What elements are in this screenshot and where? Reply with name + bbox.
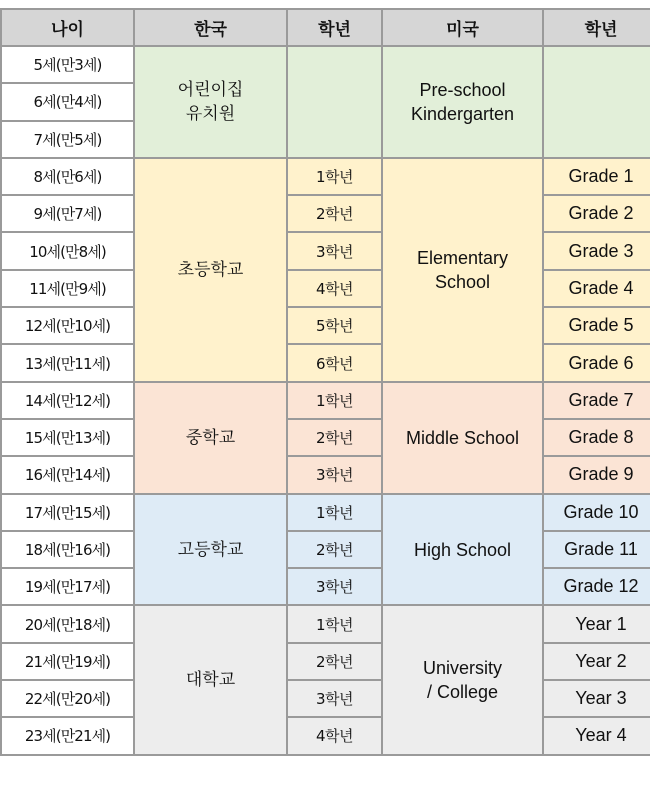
table-row xyxy=(1,270,650,307)
korea-grade-cell: 3학년 xyxy=(287,568,382,605)
usa-grade-cell: Grade 11 xyxy=(543,531,650,568)
korea-middle-cell: 중학교 xyxy=(134,382,287,494)
korea-elementary-cell: 초등학교 xyxy=(134,158,287,382)
table-row xyxy=(1,456,650,493)
korea-grade-cell: 6학년 xyxy=(287,344,382,381)
usa-grade-cell: Year 3 xyxy=(543,680,650,717)
usa-preschool-grade-cell xyxy=(543,46,650,158)
usa-middle-cell: Middle School xyxy=(382,382,543,494)
table-row xyxy=(1,643,650,680)
school-comparison-table xyxy=(0,8,650,756)
usa-grade-cell: Grade 7 xyxy=(543,382,650,419)
korea-grade-cell: 3학년 xyxy=(287,232,382,269)
table-row xyxy=(1,195,650,232)
age-cell: 13세(만11세) xyxy=(1,344,134,381)
korea-grade-cell: 4학년 xyxy=(287,270,382,307)
usa-elementary-cell: Elementary School xyxy=(382,158,543,382)
korea-grade-cell: 2학년 xyxy=(287,419,382,456)
table-row xyxy=(1,46,650,83)
table-row xyxy=(1,158,650,195)
age-cell: 9세(만7세) xyxy=(1,195,134,232)
table-row xyxy=(1,680,650,717)
usa-grade-cell: Grade 3 xyxy=(543,232,650,269)
korea-grade-cell: 1학년 xyxy=(287,494,382,531)
table-row xyxy=(1,232,650,269)
age-cell: 21세(만19세) xyxy=(1,643,134,680)
table-row xyxy=(1,419,650,456)
usa-grade-cell: Grade 10 xyxy=(543,494,650,531)
age-cell: 23세(만21세) xyxy=(1,717,134,754)
korea-grade-cell: 2학년 xyxy=(287,531,382,568)
usa-preschool-cell: Pre-school Kindergarten xyxy=(382,46,543,158)
usa-grade-cell: Grade 12 xyxy=(543,568,650,605)
header-usa: 미국 xyxy=(382,9,543,46)
table-row xyxy=(1,307,650,344)
korea-grade-cell: 2학년 xyxy=(287,643,382,680)
usa-grade-cell: Grade 4 xyxy=(543,270,650,307)
age-cell: 5세(만3세) xyxy=(1,46,134,83)
korea-preschool-cell: 어린이집 유치원 xyxy=(134,46,287,158)
age-cell: 10세(만8세) xyxy=(1,232,134,269)
table-row xyxy=(1,344,650,381)
table-row xyxy=(1,382,650,419)
header-age: 나이 xyxy=(1,9,134,46)
age-cell: 19세(만17세) xyxy=(1,568,134,605)
korea-grade-cell: 3학년 xyxy=(287,456,382,493)
age-cell: 8세(만6세) xyxy=(1,158,134,195)
usa-grade-cell: Year 1 xyxy=(543,605,650,642)
usa-high-cell: High School xyxy=(382,494,543,606)
age-cell: 20세(만18세) xyxy=(1,605,134,642)
age-cell: 22세(만20세) xyxy=(1,680,134,717)
korea-grade-cell: 3학년 xyxy=(287,680,382,717)
usa-grade-cell: Grade 8 xyxy=(543,419,650,456)
korea-grade-cell: 1학년 xyxy=(287,605,382,642)
usa-grade-cell: Grade 2 xyxy=(543,195,650,232)
school-comparison-table-wrapper xyxy=(0,8,650,756)
age-cell: 6세(만4세) xyxy=(1,83,134,120)
age-cell: 14세(만12세) xyxy=(1,382,134,419)
korea-preschool-grade-cell xyxy=(287,46,382,158)
usa-grade-cell: Grade 1 xyxy=(543,158,650,195)
korea-high-cell: 고등학교 xyxy=(134,494,287,606)
header-row xyxy=(1,9,650,46)
table-row xyxy=(1,568,650,605)
korea-grade-cell: 4학년 xyxy=(287,717,382,754)
age-cell: 17세(만15세) xyxy=(1,494,134,531)
age-cell: 16세(만14세) xyxy=(1,456,134,493)
korea-grade-cell: 2학년 xyxy=(287,195,382,232)
age-cell: 15세(만13세) xyxy=(1,419,134,456)
usa-grade-cell: Grade 5 xyxy=(543,307,650,344)
korea-grade-cell: 1학년 xyxy=(287,382,382,419)
table-row xyxy=(1,531,650,568)
age-cell: 7세(만5세) xyxy=(1,121,134,158)
age-cell: 18세(만16세) xyxy=(1,531,134,568)
table-row xyxy=(1,605,650,642)
header-korea-grade: 학년 xyxy=(287,9,382,46)
usa-grade-cell: Year 4 xyxy=(543,717,650,754)
age-cell: 12세(만10세) xyxy=(1,307,134,344)
korea-grade-cell: 5학년 xyxy=(287,307,382,344)
usa-grade-cell: Grade 9 xyxy=(543,456,650,493)
table-row xyxy=(1,494,650,531)
usa-university-cell: University / College xyxy=(382,605,543,754)
table-row xyxy=(1,717,650,754)
korea-grade-cell: 1학년 xyxy=(287,158,382,195)
usa-grade-cell: Year 2 xyxy=(543,643,650,680)
header-usa-grade: 학년 xyxy=(543,9,650,46)
age-cell: 11세(만9세) xyxy=(1,270,134,307)
header-korea: 한국 xyxy=(134,9,287,46)
korea-university-cell: 대학교 xyxy=(134,605,287,754)
usa-grade-cell: Grade 6 xyxy=(543,344,650,381)
